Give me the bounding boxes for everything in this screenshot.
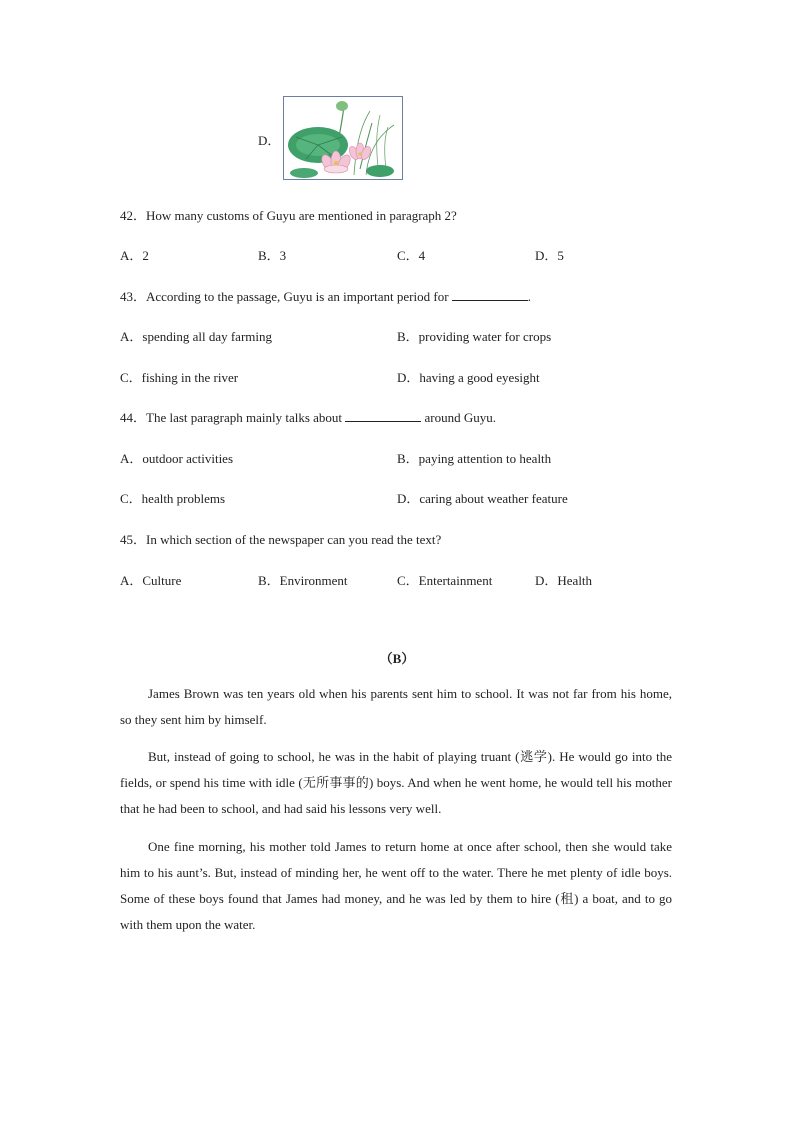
question-45-stem: 45．In which section of the newspaper can you read the text? [120, 532, 442, 547]
q42-option-c: C．4 [397, 248, 426, 263]
q44-option-a: A．outdoor activities [120, 451, 234, 466]
q43-stem-end: . [527, 289, 532, 304]
q44-blank [345, 409, 421, 422]
passage-paragraph-3: One fine morning, his mother told James to return home at once after school, then she would take him to his aunt’s. But, instead of minding her, he went off to the water. There he met plenty of idle boys. Some of these boys found that James had money, and he was led by them to hire (租) a boat, and to go with them upon the water. [120, 839, 672, 932]
section-b-title: （B） [379, 651, 415, 666]
q43-stem-text: 43．According to the passage, Guyu is an important period for [120, 289, 452, 304]
lotus-illustration-icon [284, 97, 402, 179]
q44-stem-end: around Guyu. [421, 410, 497, 425]
q43-blank [452, 288, 528, 301]
q45-option-a: A．Culture [120, 573, 182, 588]
q43-option-b: B．providing water for crops [397, 329, 552, 344]
q42-option-d: D．5 [535, 248, 564, 263]
q44-stem-text: 44．The last paragraph mainly talks about [120, 410, 346, 425]
q45-option-b: B．Environment [258, 573, 348, 588]
q45-option-c: C．Entertainment [397, 573, 493, 588]
passage-paragraph-2: But, instead of going to school, he was in the habit of playing truant (逃学). He would go into the fields, or spend his time with idle (无所事事的) boys. And when he went home, he would tell his mother that he had been to school, and had said his lessons very well. [120, 749, 672, 816]
passage-paragraph-1: James Brown was ten years old when his parents sent him to school. It was not far from his home, so they sent him by himself. [120, 686, 672, 727]
question-44-stem [120, 407, 496, 426]
q43-option-c: C．fishing in the river [120, 370, 239, 385]
q42-option-b: B．3 [258, 248, 287, 263]
q43-option-d: D．having a good eyesight [397, 370, 540, 385]
option-d-label: D． [258, 133, 281, 148]
q44-option-d: D．caring about weather feature [397, 491, 568, 506]
q42-option-a: A．2 [120, 248, 149, 263]
q44-option-b: B．paying attention to health [397, 451, 552, 466]
q45-option-d: D．Health [535, 573, 593, 588]
q43-option-a: A．spending all day farming [120, 329, 272, 344]
question-42-stem: 42．How many customs of Guyu are mentioned in paragraph 2? [120, 208, 457, 223]
question-43-stem [120, 286, 531, 305]
lotus-image [283, 96, 403, 180]
q44-option-c: C．health problems [120, 491, 226, 506]
